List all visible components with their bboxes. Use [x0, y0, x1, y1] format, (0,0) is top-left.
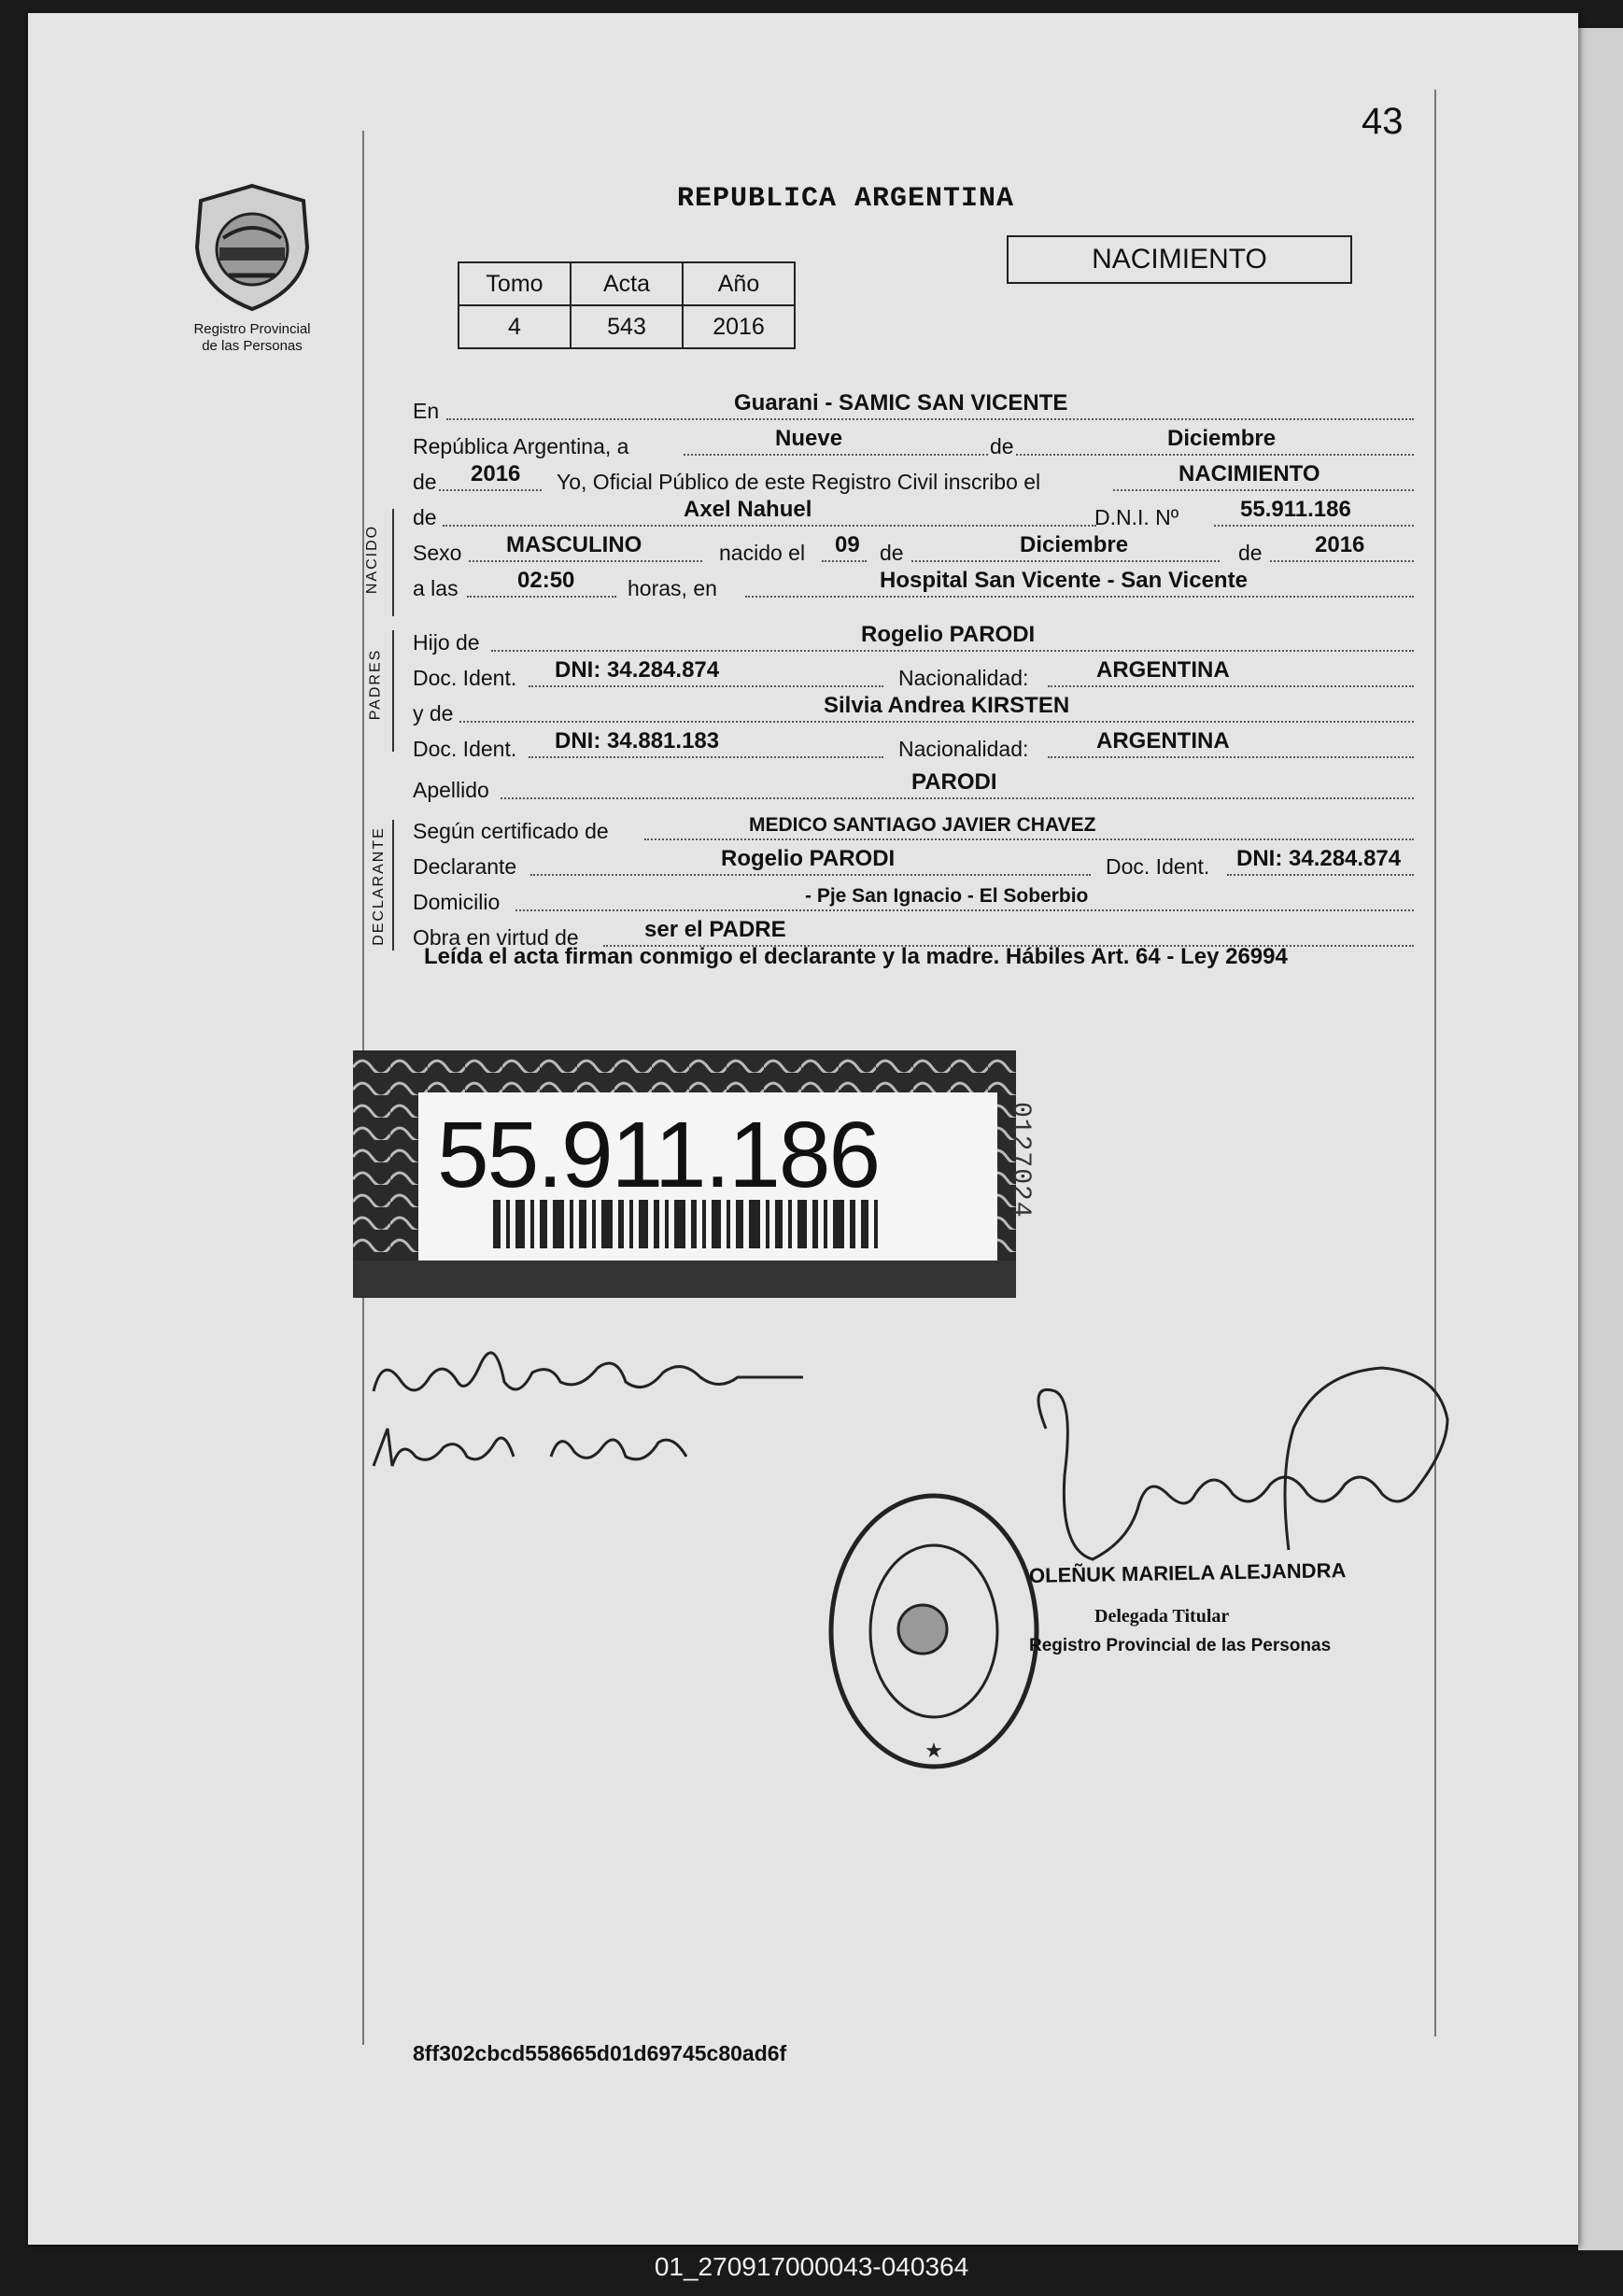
row-surname: [413, 771, 1414, 803]
hijo-label: Hijo de: [413, 630, 480, 655]
child-dni: 55.911.186: [1240, 497, 1351, 522]
address-value: - Pje San Ignacio - El Soberbio: [805, 885, 1089, 907]
country-title: REPUBLICA ARGENTINA: [677, 183, 1015, 215]
sexo-label: Sexo: [413, 541, 462, 565]
father-doc: DNI: 34.284.874: [555, 657, 720, 683]
declarant-doc-label: Doc. Ident.: [1106, 854, 1210, 879]
row-address: [413, 883, 1414, 915]
padres-section-label: PADRES: [367, 648, 384, 721]
officer-text: Yo, Oficial Público de este Registro Civil inscribo el: [557, 470, 1041, 494]
de1-label: de: [880, 541, 904, 565]
cert-value: MEDICO SANTIAGO JAVIER CHAVEZ: [749, 814, 1096, 836]
birth-month: Diciembre: [1020, 532, 1129, 557]
dni-label: D.N.I. Nº: [1094, 505, 1179, 529]
closing-clause: Leída el acta firman conmigo el declarante y la madre. Hábiles Art. 64 - Ley 26994: [424, 944, 1288, 969]
scan-id: 01_270917000043-040364: [654, 2252, 969, 2281]
sticker-side-code: 0127024: [1006, 1102, 1035, 1218]
header-acta: Acta: [571, 262, 683, 305]
father-name: Rogelio PARODI: [861, 622, 1036, 647]
year-value: 2016: [471, 461, 521, 486]
apellido-label: Apellido: [413, 778, 489, 802]
row-place: [413, 392, 1414, 424]
sexo-value: MASCULINO: [506, 532, 642, 557]
father-nationality: ARGENTINA: [1096, 657, 1230, 683]
horas-label: horas, en: [628, 576, 717, 600]
row-father: [413, 624, 1414, 655]
row-mother: [413, 695, 1414, 726]
province-seal-logo: [191, 182, 313, 313]
row-declarant: [413, 848, 1414, 880]
header-tomo: Tomo: [459, 262, 571, 305]
birth-hour: 02:50: [517, 568, 575, 593]
value-anio: 2016: [683, 305, 795, 348]
surname-value: PARODI: [911, 769, 997, 795]
child-name: Axel Nahuel: [684, 497, 812, 522]
place-value: Guarani - SAMIC SAN VICENTE: [734, 390, 1068, 416]
declarant-doc: DNI: 34.284.874: [1236, 846, 1402, 871]
row-name: [413, 499, 1414, 530]
official-title: Delegada Titular: [1094, 1606, 1230, 1627]
declarant-name: Rogelio PARODI: [721, 846, 896, 871]
declarante-label: Declarante: [413, 854, 517, 879]
domicilio-label: Domicilio: [413, 890, 501, 914]
value-acta: 543: [571, 305, 683, 348]
obra-label: Obra en virtud de: [413, 925, 579, 950]
capacity-value: ser el PADRE: [644, 917, 786, 942]
registry-table: [458, 261, 796, 349]
svg-text:★: ★: [924, 1739, 943, 1762]
de-label: de: [413, 505, 437, 529]
official-organization: Registro Provincial de las Personas: [1029, 1636, 1332, 1655]
mother-nat-label: Nacionalidad:: [898, 737, 1029, 761]
birth-day: 09: [835, 532, 860, 557]
row-sex: [413, 534, 1414, 566]
logo-caption-text: Registro Provincial de las Personas: [193, 321, 311, 354]
de2-label: de: [1238, 541, 1263, 565]
nacido-section-label: NACIDO: [364, 524, 381, 595]
en-label: En: [413, 399, 440, 423]
official-name: OLEÑUK MARIELA ALEJANDRA: [1028, 1558, 1347, 1587]
day-word: Nueve: [775, 426, 843, 451]
record-type-box: NACIMIENTO: [1007, 235, 1352, 284]
a-las-label: a las: [413, 576, 459, 600]
cert-label: Según certificado de: [413, 819, 609, 843]
republica-label: República Argentina, a: [413, 434, 629, 458]
row-date: [413, 428, 1414, 459]
value-tomo: 4: [459, 305, 571, 348]
father-nat-label: Nacionalidad:: [898, 666, 1029, 690]
year-label: de: [413, 470, 437, 494]
row-father-doc: [413, 659, 1414, 691]
row-mother-doc: [413, 730, 1414, 762]
logo-caption: [163, 321, 341, 355]
mother-nationality: ARGENTINA: [1096, 728, 1230, 754]
page-number: 43: [1362, 101, 1404, 142]
act-value: NACIMIENTO: [1178, 461, 1320, 486]
parents-signatures: [364, 1326, 887, 1513]
mother-name: Silvia Andrea KIRSTEN: [824, 693, 1070, 718]
month-value: Diciembre: [1167, 426, 1277, 451]
row-cert: [413, 812, 1414, 844]
header-anio: Año: [683, 262, 795, 305]
de-label: de: [990, 434, 1014, 458]
right-margin-line: [1434, 90, 1436, 2036]
nacido-el-label: nacido el: [719, 541, 806, 565]
mother-doc: DNI: 34.881.183: [555, 728, 720, 754]
row-time: [413, 570, 1414, 601]
underlying-page: [1578, 28, 1623, 2250]
mother-doc-label: Doc. Ident.: [413, 737, 517, 761]
document-hash: 8ff302cbcd558665d01d69745c80ad6f: [413, 2041, 787, 2065]
birth-year: 2016: [1315, 532, 1365, 557]
sticker-number: 55.911.186: [437, 1103, 880, 1207]
father-doc-label: Doc. Ident.: [413, 666, 517, 690]
birth-place: Hospital San Vicente - San Vicente: [880, 568, 1248, 593]
yde-label: y de: [413, 701, 454, 725]
declarante-section-label: DECLARANTE: [370, 826, 387, 946]
row-year: [413, 463, 1414, 495]
